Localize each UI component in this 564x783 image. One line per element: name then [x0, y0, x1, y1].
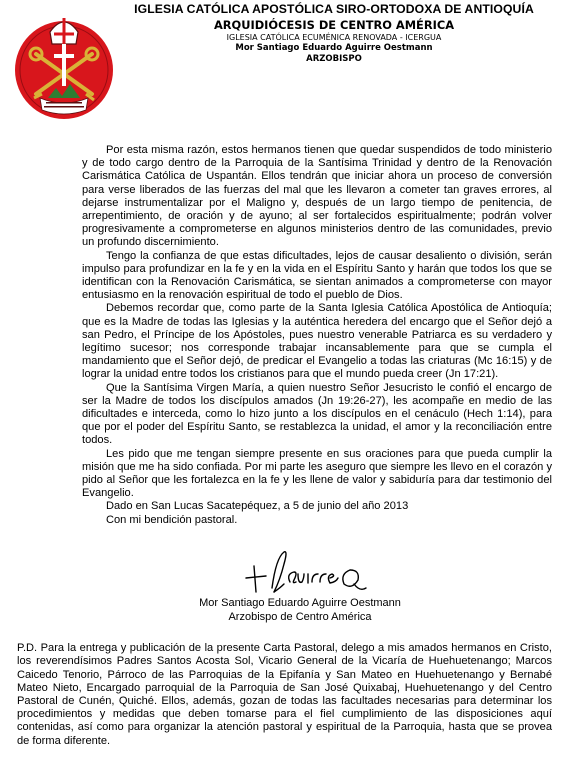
archdiocese-name: ARQUIDIÓCESIS DE CENTRO AMÉRICA — [213, 18, 455, 32]
paragraph: Por esta misma razón, estos hermanos tienen que quedar suspendidos de todo ministerio y de todo cargo dentro de la Parroquia de la Santísima Trinidad y dentro de la Renovación Carismática Católica de Uspantán. Ellos tendrán que iniciar ahora un proceso de conversión para verse liberados de las fuerzas del mal que les llevaron a cometer tan graves errores, al dejarse instrumentalizar por el Maligno y, después de un largo tiempo de penitencia, de arrepentimiento, de oración y de ayuno; al ser fortalecidos espiritualmente; podrán volver progresivamente a comprometerse en algunos ministerios dentro de las comunidades, previo un profundo discernimiento. — [82, 144, 552, 249]
church-subtitle: IGLESIA CATÓLICA ECUMÉNICA RENOVADA - ICERGUA — [226, 33, 442, 42]
paragraph: Debemos recordar que, como parte de la Santa Iglesia Católica Apostólica de Antioquía; que es la Madre de todas las Iglesias y la auténtica heredera del encargo que el Señor dejó a san Pedro, el Príncipe de los Apóstoles, pues nuestro venerable Patriarca es su verdadero y legítimo sucesor; nos corresponde trabajar incansablemente para que se cumpla el mandamiento que el Señor dejó, de predicar el Evangelio a todas las criaturas (Mc 16:15) y de lograr la unidad entre todos los cristianos para que el mundo pueda creer (Jn 17:21). — [82, 302, 552, 381]
paragraph: Les pido que me tengan siempre presente en sus oraciones para que pueda cumplir la misión que me ha sido confiada. Por mi parte les aseguro que siempre les llevo en el corazón y pido al Señor que les fortalezca en la fe y les llene de valor y sabiduría para dar testimonio del Evangelio. — [82, 447, 552, 500]
letterhead — [0, 0, 564, 122]
paragraph: Que la Santísima Virgen María, a quien nuestro Señor Jesucristo le confió el encargo de ser la Madre de todos los discípulos amados (Jn 19:26-27), les acompañe en medio de las dificultades e interceda, como lo hizo junto a los discípulos en el cenáculo (Hech 1:14), para que por el poder del Espíritu Santo, se restablezca la unidad, el amor y la reconciliación entre todos. — [82, 381, 552, 447]
postscript: P.D. Para la entrega y publicación de la presente Carta Pastoral, delego a mis amados hermanos en Cristo, los reverendísimos Padres Santos Acosta Sol, Vicario General de la Vicaría de Huehuetenango; Marcos Caicedo Tenorio, Párroco de las Parroquias de la Epifanía y San Mateo en Huehuetenango y Bernabé Mateo Nieto, Encargado parroquial de la Parroquia de San José Quixabaj, Huehuetenango y del Centro Pastoral de Cunén, Quiché. Ellos, además, gozan de todas las facultades necesarias para determinar los procedimientos y medidas que deben tomarse para el fiel cumplimiento de las disposiciones aquí contenidas, así como para organizar la atención pastoral y espiritual de la Parroquia, hasta que se provea de forma diferente. — [17, 642, 552, 747]
letter-body — [82, 144, 552, 527]
signatory-title: Arzobispo de Centro América — [228, 611, 372, 623]
signatory-name: Mor Santiago Eduardo Aguirre Oestmann — [199, 597, 401, 609]
paragraph: Tengo la confianza de que estas dificultades, lejos de causar desaliento o división, serán impulso para profundizar en la fe y en la vida en el Espíritu Santo y harán que todos los que se identifican con la Renovación Carismática, se sientan animados a comprometerse con mayor entusiasmo en la renovación espiritual de todo el pueblo de Dios. — [82, 249, 552, 302]
date-line: Dado en San Lucas Sacatepéquez, a 5 de junio del año 2013 — [106, 500, 409, 513]
archbishop-title: ARZOBISPO — [306, 54, 362, 64]
church-name: IGLESIA CATÓLICA APOSTÓLICA SIRO-ORTODOXA DE ANTIOQUÍA — [134, 2, 534, 16]
blessing-line: Con mi bendición pastoral. — [106, 513, 238, 526]
archbishop-name: Mor Santiago Eduardo Aguirre Oestmann — [235, 43, 433, 53]
archdiocese-seal-icon — [14, 14, 114, 122]
signatory-block — [150, 596, 450, 624]
letterhead-text — [108, 2, 560, 65]
handwritten-signature-icon — [232, 548, 392, 600]
